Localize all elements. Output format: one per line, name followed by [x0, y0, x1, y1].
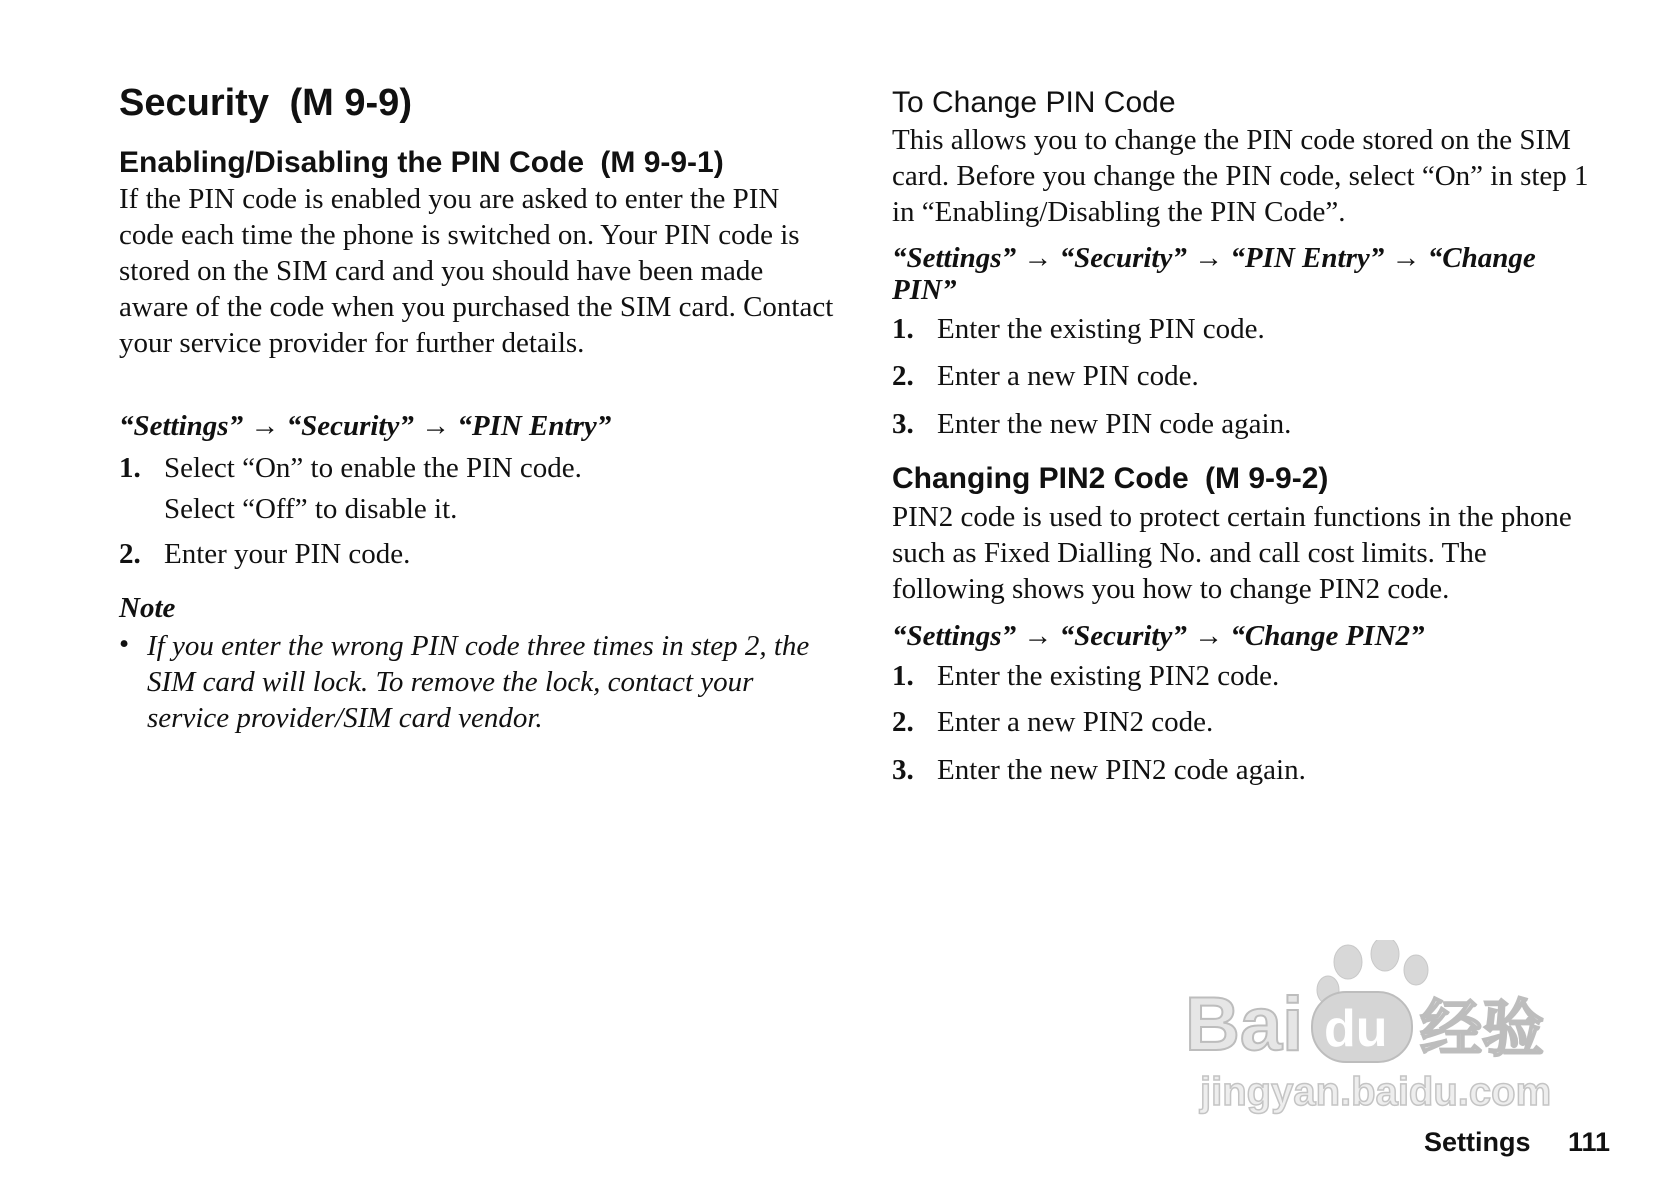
step-number: 1.: [892, 313, 914, 345]
step-number: 2.: [892, 360, 914, 392]
section-body-change-pin: This allows you to change the PIN code stored on the SIM card. Before you change the PIN code, select “On” in step 1 in “Enabling/Disabling the PIN Code”.: [892, 124, 1589, 228]
svg-text:jingyan.baidu.com: jingyan.baidu.com: [1200, 1070, 1552, 1114]
step-number: 1.: [892, 660, 914, 692]
paw-icon: [1180, 940, 1600, 1140]
section-heading-text: Enabling/Disabling the PIN Code: [119, 146, 585, 179]
section-heading-code: (M 9-9-1): [600, 146, 724, 179]
page-title-code: (M 9-9): [289, 82, 412, 124]
step-subtext: Select “Off” to disable it.: [164, 493, 458, 525]
footer-section: Settings: [1424, 1127, 1531, 1157]
svg-text:du: du: [1324, 1000, 1388, 1058]
menu-path-change-pin-line2: PIN”: [892, 274, 957, 306]
baidu-watermark: [1180, 940, 1600, 1140]
step-text: Enter the existing PIN code.: [937, 313, 1265, 345]
step-text: Enter your PIN code.: [164, 538, 411, 570]
menu-path-pin-entry: “Settings” → “Security” → “PIN Entry”: [119, 410, 612, 442]
svg-text:Bai: Bai: [1185, 982, 1304, 1067]
step-text: Enter a new PIN code.: [937, 360, 1199, 392]
note-text: If you enter the wrong PIN code three times in step 2, the SIM card will lock. To remove the lock, contact your service provider/SIM card vendor.: [147, 630, 810, 734]
svg-text:经验: 经验: [1420, 995, 1545, 1064]
note-label: Note: [119, 592, 176, 624]
step-number: 3.: [892, 408, 914, 440]
step-text: Enter the existing PIN2 code.: [937, 660, 1280, 692]
page-title-text: Security: [119, 82, 269, 124]
step-number: 2.: [119, 538, 141, 570]
step-text: Select “On” to enable the PIN code.: [164, 452, 582, 484]
section-body-change-pin2: PIN2 code is used to protect certain functions in the phone such as Fixed Dialling No. and call cost limits. The following shows you how to change PIN2 code.: [892, 501, 1572, 605]
section-heading-change-pin2: [892, 462, 1328, 496]
step-text: Enter the new PIN code again.: [937, 408, 1292, 440]
section-heading-code: (M 9-9-2): [1205, 462, 1329, 495]
note-bullet: •: [119, 628, 130, 660]
step-number: 1.: [119, 452, 141, 484]
page-number: 111: [1568, 1127, 1611, 1157]
step-text: Enter the new PIN2 code again.: [937, 754, 1306, 786]
step-number: 2.: [892, 706, 914, 738]
step-number: 3.: [892, 754, 914, 786]
section-heading-enable-pin: [119, 146, 724, 180]
section-body-enable-pin: If the PIN code is enabled you are asked to enter the PIN code each time the phone is switched on. Your PIN code is stored on the SIM card and you should have been made aware of the code when you purchased the SIM card. Contact your service provider for further details.: [119, 183, 834, 359]
section-heading-text: Changing PIN2 Code: [892, 462, 1189, 495]
section-heading-change-pin: To Change PIN Code: [892, 86, 1176, 119]
menu-path-change-pin-line1: “Settings” → “Security” → “PIN Entry” → “Change: [892, 242, 1536, 274]
step-text: Enter a new PIN2 code.: [937, 706, 1214, 738]
menu-path-change-pin2: “Settings” → “Security” → “Change PIN2”: [892, 620, 1425, 652]
page-title: [119, 82, 412, 125]
